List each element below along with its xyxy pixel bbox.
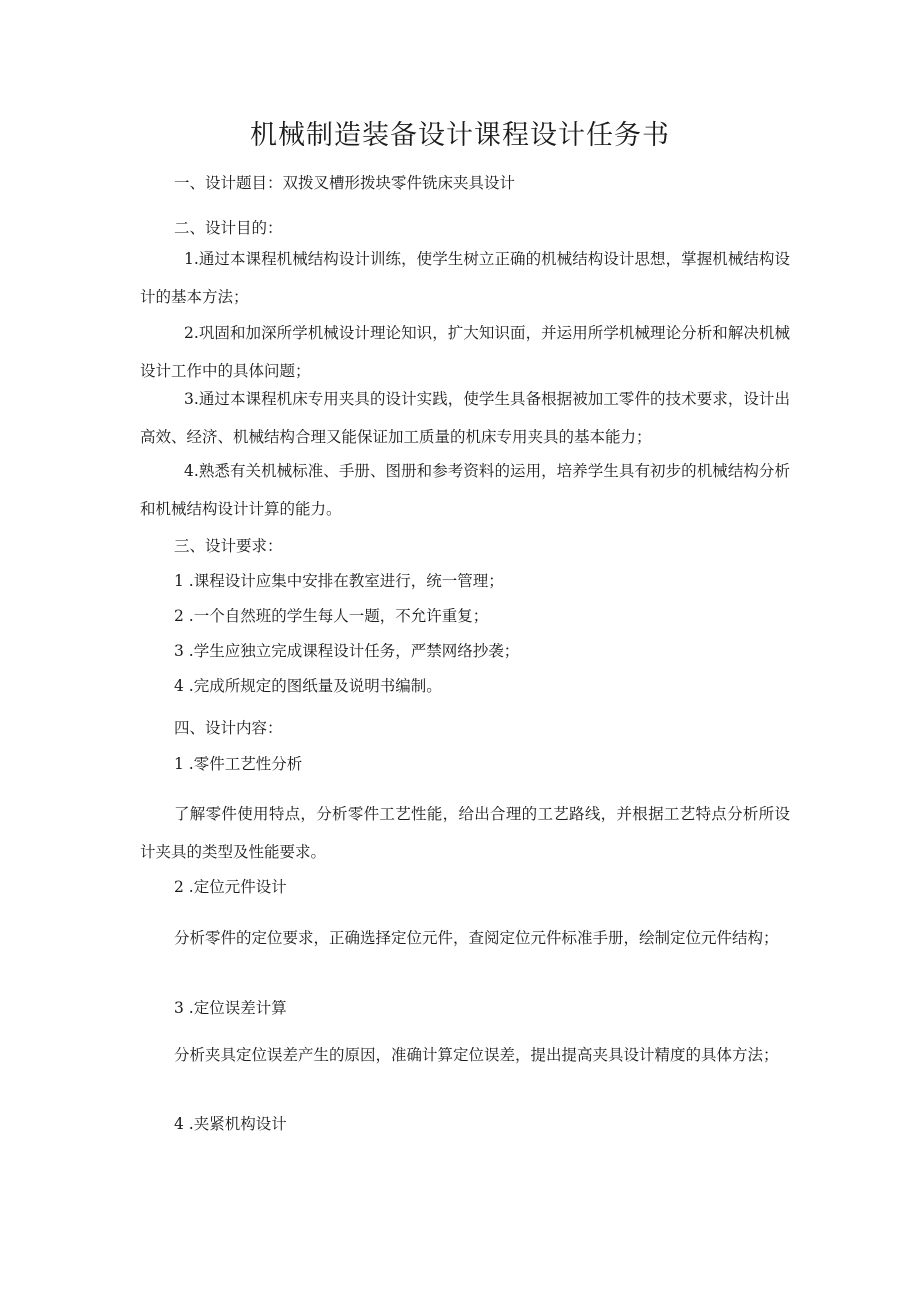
requirement-item-3: 3 .学生应独立完成课程设计任务，严禁网络抄袭； bbox=[174, 642, 520, 660]
purpose-item-2: 2.巩固和加深所学机械设计理论知识，扩大知识面，并运用所学机械理论分析和解决机械设计工作中的具体问题； bbox=[140, 324, 790, 380]
section-requirements-heading: 三、设计要求： bbox=[174, 537, 283, 555]
section-design-topic: 一、设计题目：双拨叉槽形拨块零件铣床夹具设计 bbox=[174, 174, 516, 192]
content-part-text: 分析零件的定位要求，正确选择定位元件，查阅定位元件标准手册，绘制定位元件结构； bbox=[174, 929, 779, 947]
content-part-text: 了解零件使用特点，分析零件工艺性能，给出合理的工艺路线，并根据工艺特点分析所设计夹具的类型及性能要求。 bbox=[140, 805, 790, 861]
section-content-heading: 四、设计内容： bbox=[174, 719, 283, 737]
requirement-item-1: 1 .课程设计应集中安排在教室进行，统一管理； bbox=[174, 572, 504, 590]
content-part-text: 分析夹具定位误差产生的原因，准确计算定位误差，提出提高夹具设计精度的具体方法； bbox=[174, 1046, 779, 1064]
purpose-item-1: 1.通过本课程机械结构设计训练，使学生树立正确的机械结构设计思想，掌握机械结构设计的基本方法； bbox=[140, 250, 790, 306]
content-part-label: 4 .夹紧机构设计 bbox=[174, 1115, 287, 1133]
document-title: 机械制造装备设计课程设计任务书 bbox=[250, 120, 670, 151]
requirement-item-2: 2 .一个自然班的学生每人一题，不允许重复； bbox=[174, 607, 489, 625]
content-part-label: 1 .零件工艺性分析 bbox=[174, 755, 303, 773]
content-part-label: 2 .定位元件设计 bbox=[174, 878, 287, 896]
content-part-label: 3 .定位误差计算 bbox=[174, 999, 287, 1017]
requirement-item-4: 4 .完成所规定的图纸量及说明书编制。 bbox=[174, 677, 442, 695]
section-purpose-heading: 二、设计目的： bbox=[174, 219, 283, 237]
purpose-item-4: 4.熟悉有关机械标准、手册、图册和参考资料的运用，培养学生具有初步的机械结构分析和机械结构设计计算的能力。 bbox=[140, 462, 790, 518]
purpose-item-3: 3.通过本课程机床专用夹具的设计实践，使学生具备根据被加工零件的技术要求，设计出高效、经济、机械结构合理又能保证加工质量的机床专用夹具的基本能力； bbox=[140, 390, 790, 446]
